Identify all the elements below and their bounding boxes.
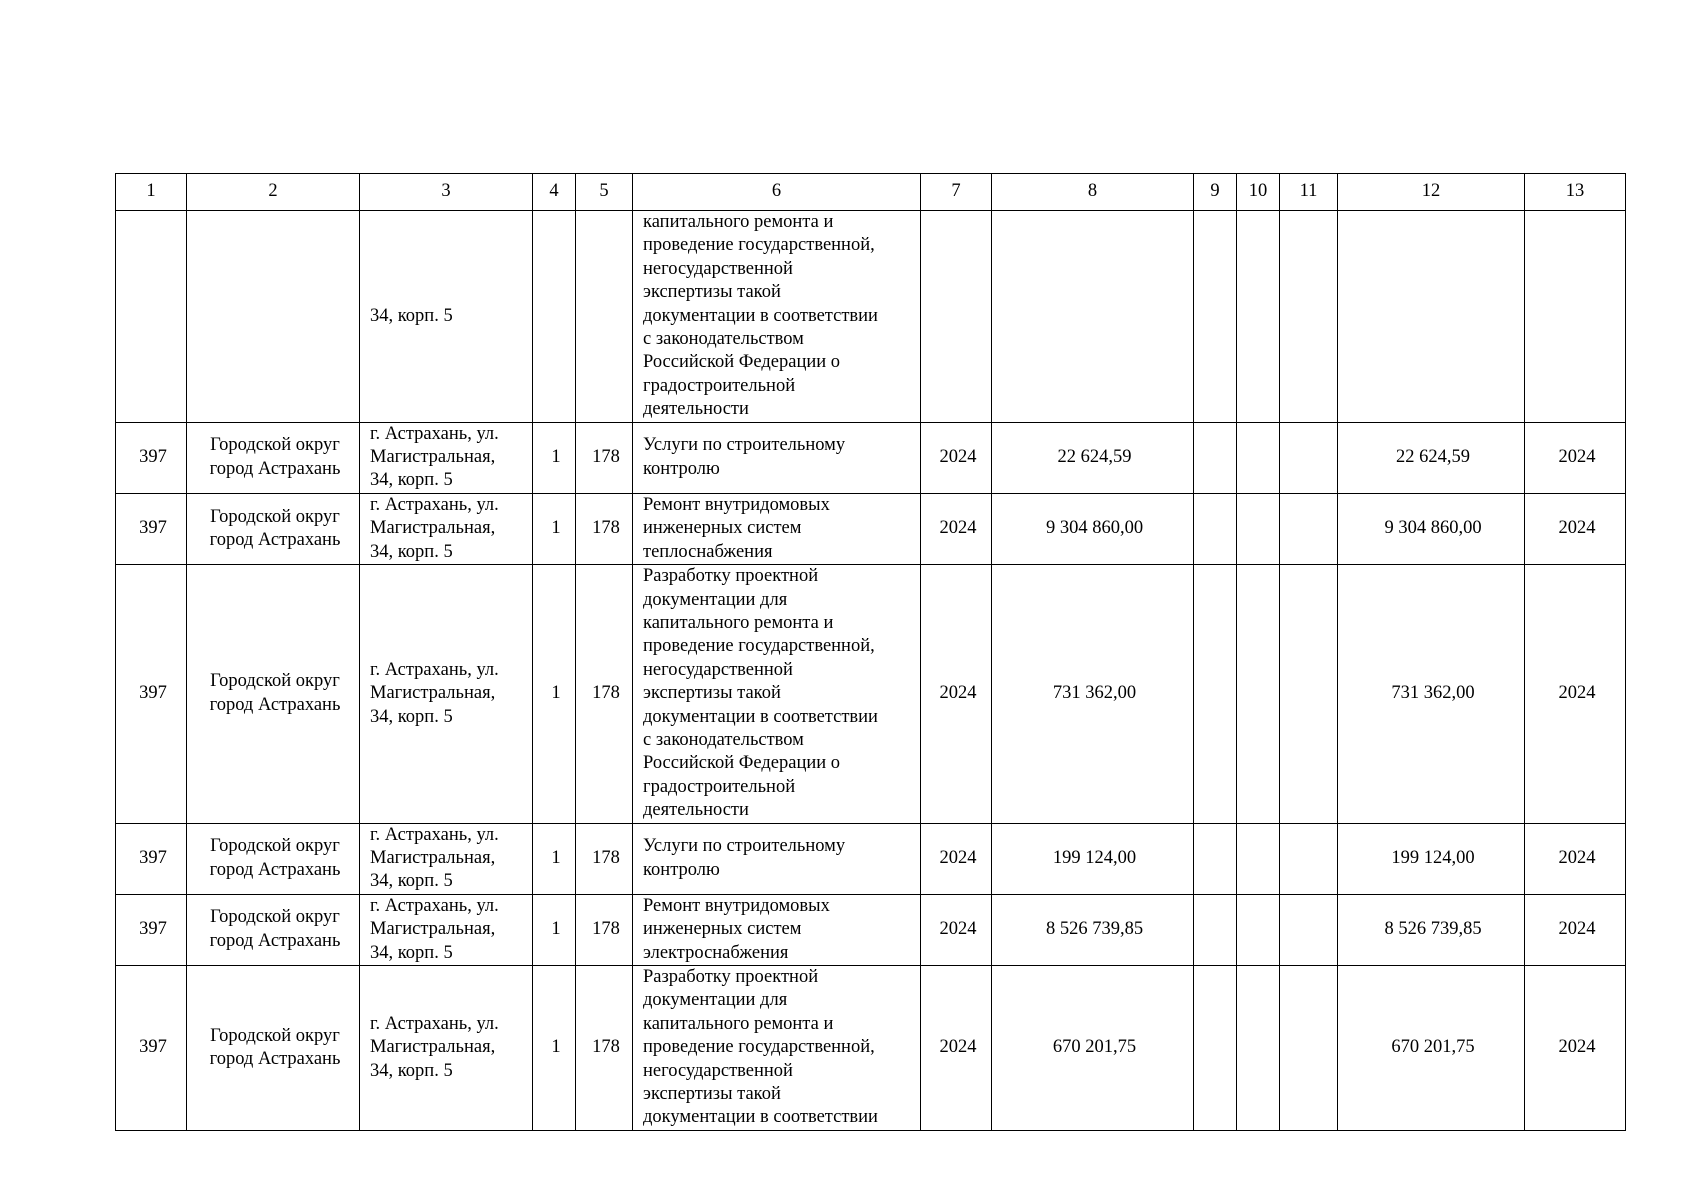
amount-cell: 670 201,75 — [1338, 966, 1525, 1131]
empty-cell — [921, 211, 992, 423]
column-header: 4 — [533, 174, 576, 211]
address-cell: г. Астрахань, ул. Магистральная, 34, корп. 5 — [360, 894, 533, 965]
year-cell: 2024 — [921, 823, 992, 894]
row-number-cell: 397 — [116, 565, 187, 823]
work-description-cell: Услуги по строительному контролю — [633, 823, 921, 894]
column-header: 7 — [921, 174, 992, 211]
column-header: 3 — [360, 174, 533, 211]
column-header: 13 — [1525, 174, 1626, 211]
end-year-cell: 2024 — [1525, 894, 1626, 965]
work-description-cell: Разработку проектной документации для капитального ремонта и проведение государственной, негосударственной экспертизы такой документации в соответствии — [633, 966, 921, 1131]
column-header: 5 — [576, 174, 633, 211]
year-cell: 2024 — [921, 422, 992, 493]
empty-cell — [187, 211, 360, 423]
address-cell: 34, корп. 5 — [360, 211, 533, 423]
column-10-cell — [1237, 422, 1280, 493]
column-9-cell — [1194, 966, 1237, 1131]
column-header: 6 — [633, 174, 921, 211]
year-cell: 2024 — [921, 493, 992, 564]
empty-cell — [1280, 211, 1338, 423]
table-row — [116, 823, 1626, 894]
column-5-cell: 178 — [576, 966, 633, 1131]
empty-cell — [1338, 211, 1525, 423]
address-cell: г. Астрахань, ул. Магистральная, 34, корп. 5 — [360, 966, 533, 1131]
address-cell: г. Астрахань, ул. Магистральная, 34, корп. 5 — [360, 565, 533, 823]
table-row — [116, 565, 1626, 823]
empty-cell — [116, 211, 187, 423]
column-5-cell: 178 — [576, 565, 633, 823]
column-4-cell: 1 — [533, 493, 576, 564]
work-description-cell: Разработку проектной документации для капитального ремонта и проведение государственной, негосударственной экспертизы такой документации в соответствии с законодательством Российской Федерации о градостроительной деятельности — [633, 565, 921, 823]
row-number-cell: 397 — [116, 823, 187, 894]
amount-cell: 199 124,00 — [1338, 823, 1525, 894]
column-10-cell — [1237, 565, 1280, 823]
end-year-cell: 2024 — [1525, 565, 1626, 823]
column-5-cell: 178 — [576, 894, 633, 965]
end-year-cell: 2024 — [1525, 823, 1626, 894]
column-11-cell — [1280, 565, 1338, 823]
total-cost-cell: 22 624,59 — [992, 422, 1194, 493]
amount-cell: 9 304 860,00 — [1338, 493, 1525, 564]
end-year-cell: 2024 — [1525, 966, 1626, 1131]
table-row — [116, 422, 1626, 493]
district-cell: Городской округ город Астрахань — [187, 422, 360, 493]
work-description-cell: капитального ремонта и проведение государственной, негосударственной экспертизы такой документации в соответствии с законодательством Российской Федерации о градостроительной деятельности — [633, 211, 921, 423]
total-cost-cell: 9 304 860,00 — [992, 493, 1194, 564]
column-header: 2 — [187, 174, 360, 211]
column-9-cell — [1194, 565, 1237, 823]
column-9-cell — [1194, 422, 1237, 493]
empty-cell — [1525, 211, 1626, 423]
amount-cell: 731 362,00 — [1338, 565, 1525, 823]
column-4-cell: 1 — [533, 422, 576, 493]
amount-cell: 22 624,59 — [1338, 422, 1525, 493]
work-description-cell: Ремонт внутридомовых инженерных систем электроснабжения — [633, 894, 921, 965]
year-cell: 2024 — [921, 894, 992, 965]
column-4-cell: 1 — [533, 823, 576, 894]
row-number-cell: 397 — [116, 966, 187, 1131]
year-cell: 2024 — [921, 565, 992, 823]
column-5-cell: 178 — [576, 493, 633, 564]
column-5-cell: 178 — [576, 422, 633, 493]
column-header: 9 — [1194, 174, 1237, 211]
table-row — [116, 493, 1626, 564]
column-header: 8 — [992, 174, 1194, 211]
empty-cell — [992, 211, 1194, 423]
total-cost-cell: 731 362,00 — [992, 565, 1194, 823]
column-header: 11 — [1280, 174, 1338, 211]
table-row — [116, 894, 1626, 965]
amount-cell: 8 526 739,85 — [1338, 894, 1525, 965]
empty-cell — [1194, 211, 1237, 423]
year-cell: 2024 — [921, 966, 992, 1131]
column-header: 1 — [116, 174, 187, 211]
column-9-cell — [1194, 823, 1237, 894]
column-4-cell: 1 — [533, 894, 576, 965]
column-4-cell: 1 — [533, 565, 576, 823]
end-year-cell: 2024 — [1525, 422, 1626, 493]
total-cost-cell: 199 124,00 — [992, 823, 1194, 894]
row-number-cell: 397 — [116, 894, 187, 965]
work-description-cell: Услуги по строительному контролю — [633, 422, 921, 493]
column-header: 10 — [1237, 174, 1280, 211]
column-10-cell — [1237, 823, 1280, 894]
column-11-cell — [1280, 493, 1338, 564]
column-11-cell — [1280, 422, 1338, 493]
column-11-cell — [1280, 966, 1338, 1131]
address-cell: г. Астрахань, ул. Магистральная, 34, корп. 5 — [360, 422, 533, 493]
empty-cell — [1237, 211, 1280, 423]
column-4-cell: 1 — [533, 966, 576, 1131]
district-cell: Городской округ город Астрахань — [187, 565, 360, 823]
table-row — [116, 966, 1626, 1131]
column-9-cell — [1194, 894, 1237, 965]
row-number-cell: 397 — [116, 422, 187, 493]
district-cell: Городской округ город Астрахань — [187, 493, 360, 564]
district-cell: Городской округ город Астрахань — [187, 823, 360, 894]
capital-repair-table — [115, 173, 1626, 1131]
address-cell: г. Астрахань, ул. Магистральная, 34, корп. 5 — [360, 493, 533, 564]
empty-cell — [533, 211, 576, 423]
column-11-cell — [1280, 823, 1338, 894]
work-description-cell: Ремонт внутридомовых инженерных систем теплоснабжения — [633, 493, 921, 564]
column-number-header-row — [116, 174, 1626, 211]
column-header: 12 — [1338, 174, 1525, 211]
district-cell: Городской округ город Астрахань — [187, 966, 360, 1131]
total-cost-cell: 8 526 739,85 — [992, 894, 1194, 965]
column-10-cell — [1237, 894, 1280, 965]
total-cost-cell: 670 201,75 — [992, 966, 1194, 1131]
continued-row — [116, 211, 1626, 423]
column-10-cell — [1237, 493, 1280, 564]
column-9-cell — [1194, 493, 1237, 564]
row-number-cell: 397 — [116, 493, 187, 564]
end-year-cell: 2024 — [1525, 493, 1626, 564]
empty-cell — [576, 211, 633, 423]
column-5-cell: 178 — [576, 823, 633, 894]
district-cell: Городской округ город Астрахань — [187, 894, 360, 965]
column-10-cell — [1237, 966, 1280, 1131]
column-11-cell — [1280, 894, 1338, 965]
address-cell: г. Астрахань, ул. Магистральная, 34, корп. 5 — [360, 823, 533, 894]
